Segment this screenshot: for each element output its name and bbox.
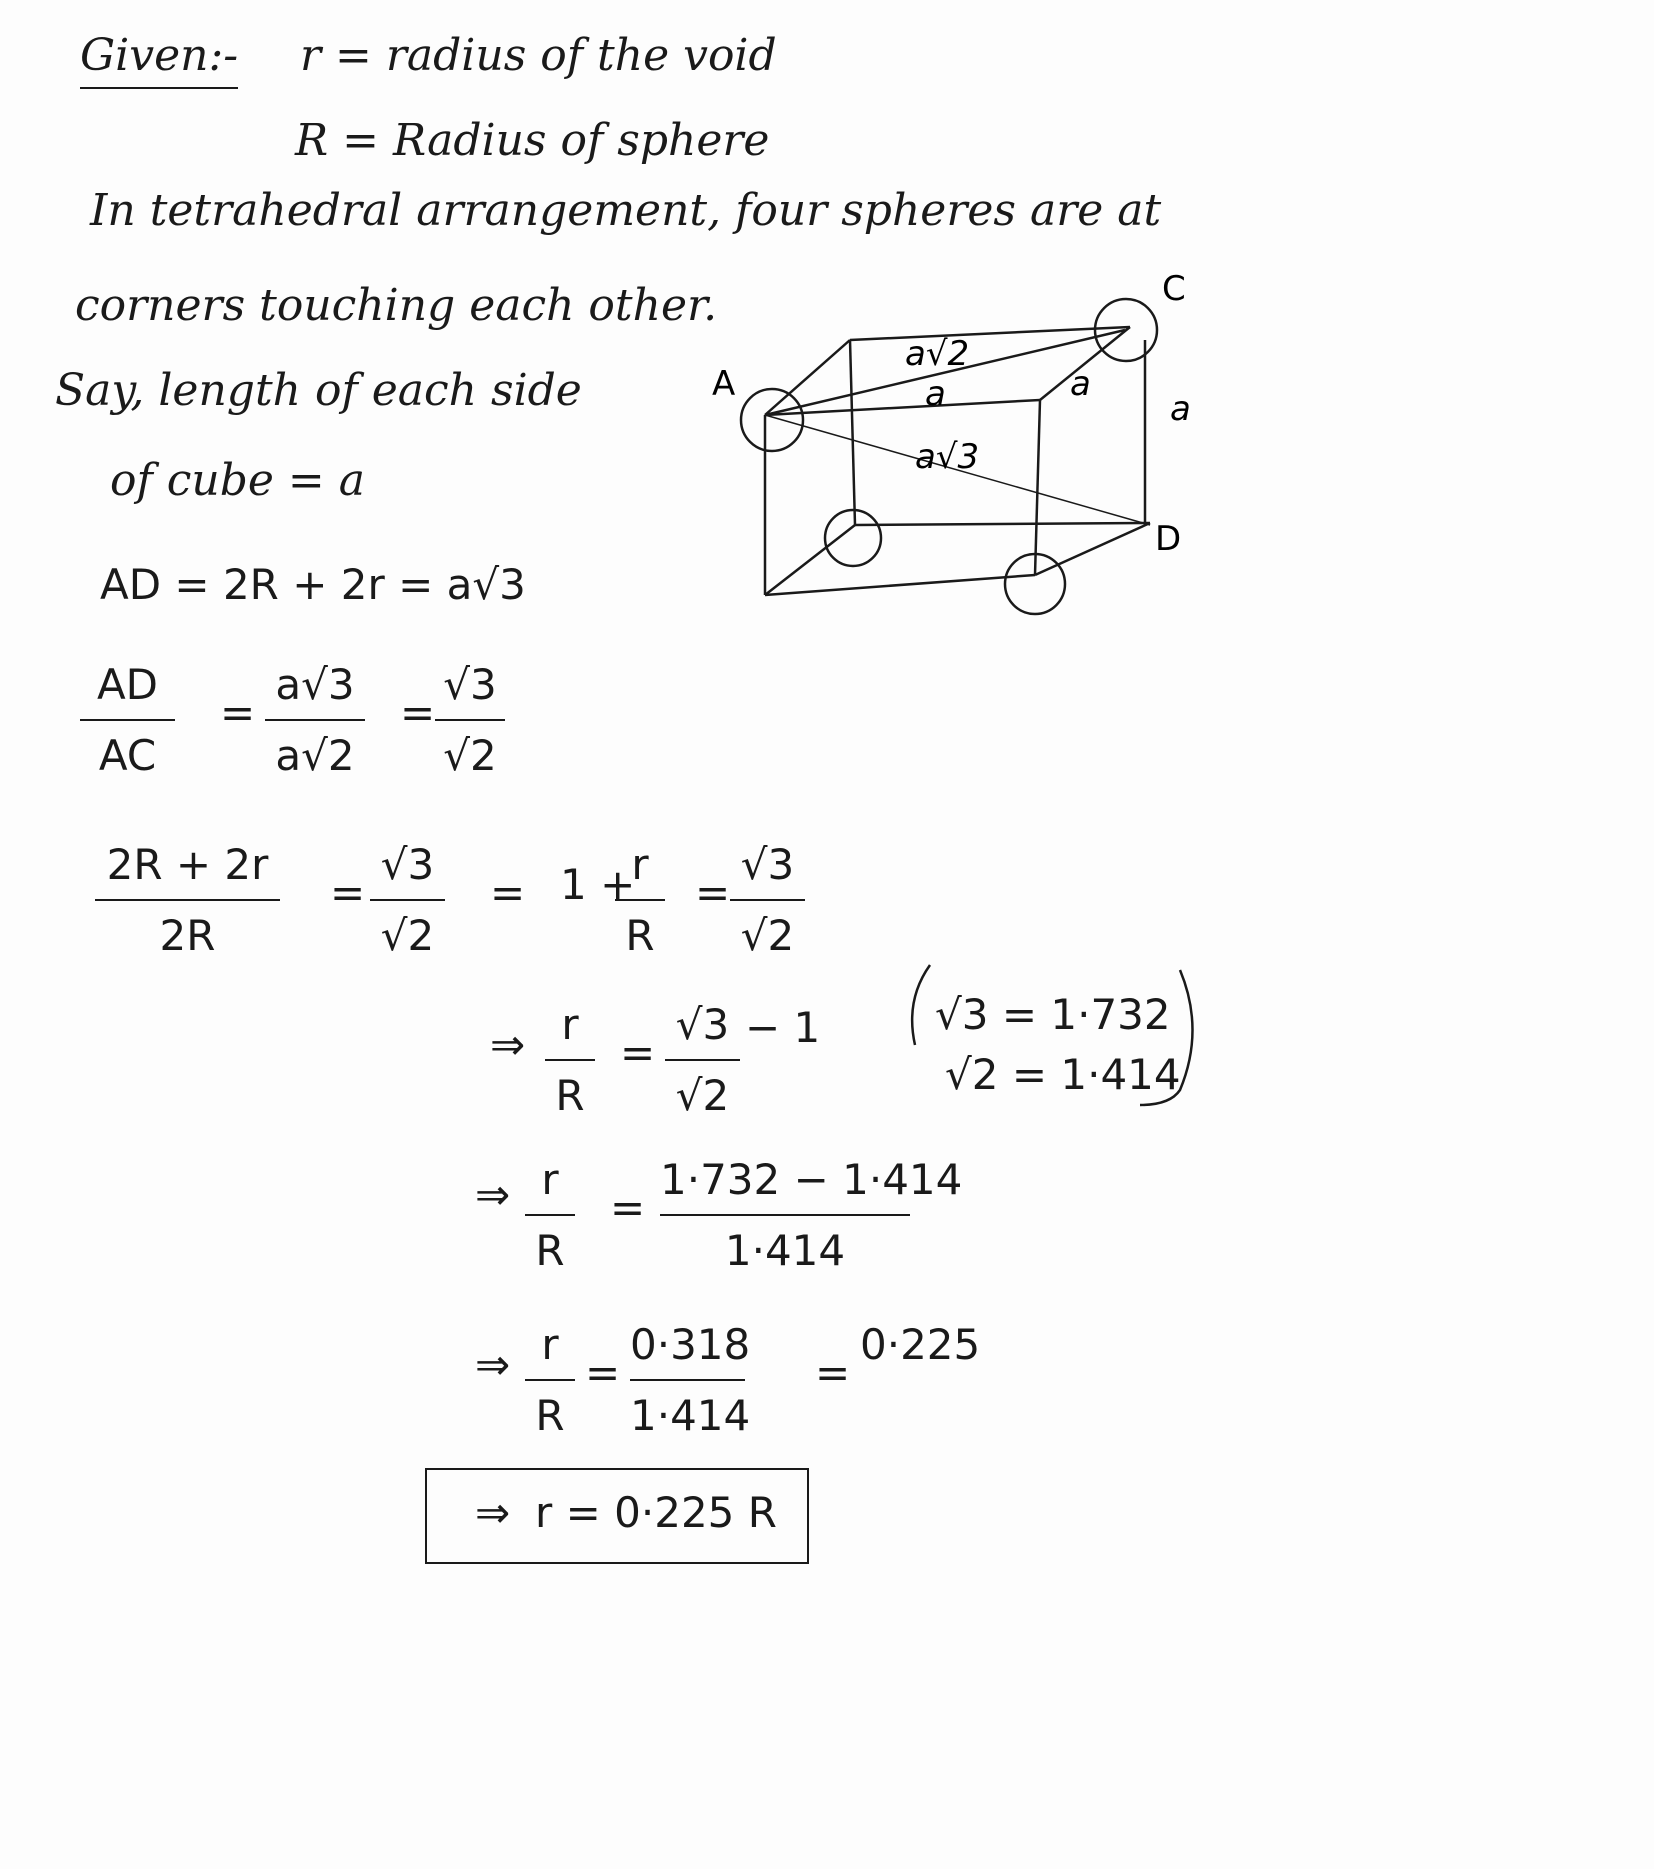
fraction-0318-1414	[630, 1320, 751, 1440]
implies-arrow: ⇒	[475, 1340, 511, 1389]
numerator: 0·318	[630, 1320, 751, 1369]
fraction-difference	[660, 1155, 963, 1275]
fraction-bar	[525, 1214, 575, 1216]
denominator: a√2	[275, 731, 355, 780]
label-top-a: a	[925, 374, 946, 414]
label-D: D	[1155, 519, 1182, 559]
numerator: 2R + 2r	[106, 840, 269, 889]
equals-sign: =	[815, 1348, 851, 1397]
denominator: √2	[443, 731, 497, 780]
side-note-root2: √2 = 1·414	[945, 1050, 1181, 1099]
denominator: √2	[740, 911, 795, 960]
intro-line-2: corners touching each other.	[75, 280, 718, 331]
equals-sign: =	[695, 868, 731, 917]
given-line-void: r = radius of the void	[300, 30, 777, 81]
minus-one: − 1	[745, 1003, 821, 1052]
numerator: √3	[380, 840, 435, 889]
intro-line-3: Say, length of each side	[55, 365, 582, 416]
denominator: 1·414	[724, 1226, 846, 1275]
denominator: AC	[98, 731, 157, 780]
one-plus: 1 +	[560, 860, 636, 909]
equals-sign: =	[585, 1348, 621, 1397]
equals-sign: =	[330, 868, 366, 917]
numerator: √3	[675, 1000, 730, 1049]
equation-ad: AD = 2R + 2r = a√3	[100, 560, 526, 609]
denominator: R	[535, 1226, 565, 1275]
equals-sign: =	[400, 688, 436, 737]
implies-arrow: ⇒	[475, 1170, 511, 1219]
intro-line-1: In tetrahedral arrangement, four spheres are at	[90, 185, 1162, 236]
label-body-diagonal: a√3	[915, 437, 980, 477]
denominator: R	[625, 911, 655, 960]
label-face-diagonal: a√2	[905, 334, 970, 374]
fraction-r-R	[525, 1320, 575, 1440]
side-note-root3: √3 = 1·732	[935, 990, 1171, 1039]
numerator: 1·732 − 1·414	[660, 1155, 963, 1204]
intro-line-4: of cube = a	[110, 455, 366, 506]
fraction-bar	[525, 1379, 575, 1381]
numerator: r	[541, 1155, 559, 1204]
label-A: A	[712, 364, 736, 404]
equals-sign: =	[620, 1028, 656, 1077]
equals-sign: =	[220, 688, 256, 737]
denominator: R	[535, 1391, 565, 1440]
label-top-right-a: a	[1070, 364, 1091, 404]
denominator: 1·414	[630, 1391, 751, 1440]
fraction-bar	[660, 1214, 910, 1216]
implies-arrow: ⇒	[490, 1020, 526, 1069]
label-right-a: a	[1170, 389, 1191, 429]
numerator: r	[541, 1320, 559, 1369]
given-heading: Given:-	[80, 30, 238, 89]
denominator: 2R	[159, 911, 216, 960]
equals-sign: =	[490, 868, 526, 917]
denominator: √2	[380, 911, 435, 960]
numerator: a√3	[275, 660, 355, 709]
fraction-r-R	[525, 1155, 575, 1275]
numerator: r	[631, 840, 649, 889]
numerator: r	[561, 1000, 579, 1049]
implies-arrow: ⇒	[475, 1488, 511, 1537]
label-C: C	[1162, 269, 1186, 309]
denominator: √2	[675, 1071, 730, 1120]
final-answer: r = 0·225 R	[535, 1488, 777, 1537]
equals-sign: =	[610, 1183, 646, 1232]
numerator: AD	[96, 660, 159, 709]
numerator: √3	[443, 660, 497, 709]
given-line-sphere: R = Radius of sphere	[295, 115, 770, 166]
numerator: √3	[740, 840, 795, 889]
denominator: R	[555, 1071, 585, 1120]
fraction-bar	[630, 1379, 745, 1381]
result-value: 0·225	[860, 1320, 981, 1369]
